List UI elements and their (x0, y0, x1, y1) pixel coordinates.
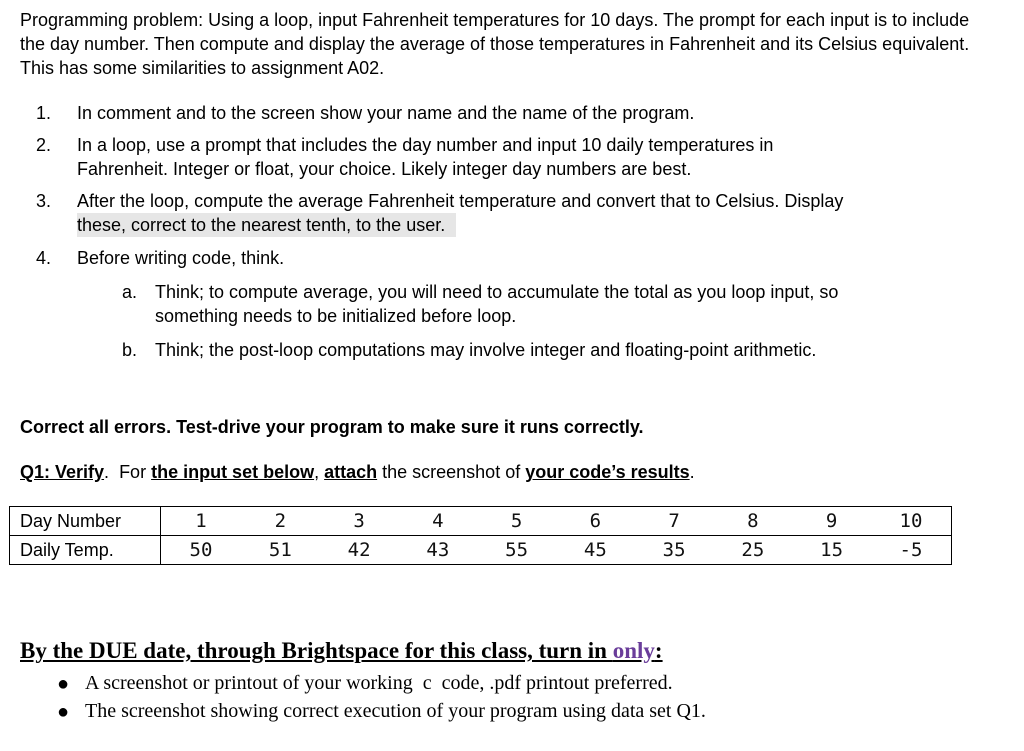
bullet-icon: ● (57, 673, 70, 695)
temp-cell: 45 (556, 536, 635, 565)
temp-cell: 55 (477, 536, 556, 565)
temp-cell: -5 (871, 536, 952, 565)
q1-instruction (20, 460, 695, 484)
day-cell: 9 (792, 507, 871, 536)
bullet-item: The screenshot showing correct execution of your program using data set Q1. (85, 700, 706, 722)
step-text-line1: In a loop, use a prompt that includes the day number and input 10 daily temperatures in (77, 135, 774, 155)
intro-paragraph: Programming problem: Using a loop, input Fahrenheit temperatures for 10 days. The prompt for each input is to include the day number. Then compute and display the average of those temperatures in Fahrenheit and its Celsius equivalent. This has some similarities to assignment A02. (20, 10, 970, 78)
bullet-item: A screenshot or printout of your working c code, .pdf printout preferred. (85, 672, 673, 694)
substep-text-line1: Think; to compute average, you will need to accumulate the total as you loop input, so (155, 282, 839, 302)
day-cell: 2 (241, 507, 320, 536)
step-number: 4. (36, 248, 52, 268)
temp-cell: 42 (320, 536, 399, 565)
temp-cell: 25 (713, 536, 792, 565)
day-cell: 1 (161, 507, 241, 536)
step-text-line2-highlighted: these, correct to the nearest tenth, to the user. (77, 213, 456, 237)
step-text: In comment and to the screen show your name and the name of the program. (77, 103, 695, 123)
day-cell: 4 (398, 507, 477, 536)
step-number: 1. (36, 103, 52, 123)
row-label-daily-temp: Daily Temp. (10, 536, 161, 565)
q1-dot: . (104, 462, 110, 482)
q1-comma: , (314, 462, 325, 482)
due-colon: : (654, 638, 663, 663)
temp-cell: 50 (161, 536, 241, 565)
temp-cell: 15 (792, 536, 871, 565)
due-heading (20, 638, 663, 664)
daily-temp-row (10, 536, 952, 565)
temp-cell: 51 (241, 536, 320, 565)
substep-text-line2: something needs to be initialized before loop. (155, 306, 517, 326)
day-cell: 5 (477, 507, 556, 536)
due-only: only (612, 638, 655, 663)
q1-end: . (689, 462, 695, 482)
step-text-line1: After the loop, compute the average Fahrenheit temperature and convert that to Celsius. Display (77, 191, 844, 211)
q1-for: For (109, 462, 152, 482)
due-text: By the DUE date, through Brightspace for this class, turn in (20, 638, 613, 663)
q1-label: Q1: Verify (20, 462, 105, 482)
day-cell: 7 (635, 507, 714, 536)
step-number: 2. (36, 135, 52, 155)
step-text: Before writing code, think. (77, 248, 285, 268)
q1-attach: attach (324, 462, 378, 482)
temp-cell: 43 (398, 536, 477, 565)
step-text-line2: Fahrenheit. Integer or float, your choice. Likely integer day numbers are best. (77, 159, 692, 179)
bullet-icon: ● (57, 701, 70, 723)
q1-results: your code’s results (525, 462, 690, 482)
day-number-row (10, 507, 952, 536)
correct-errors-instruction: Correct all errors. Test-drive your program to make sure it runs correctly. (20, 417, 644, 437)
substep-letter: b. (122, 340, 138, 360)
temp-cell: 35 (635, 536, 714, 565)
day-cell: 3 (320, 507, 399, 536)
q1-mid: the screenshot of (377, 462, 526, 482)
substep-letter: a. (122, 282, 138, 302)
day-cell: 6 (556, 507, 635, 536)
q1-input-set: the input set below (151, 462, 315, 482)
step-number: 3. (36, 191, 52, 211)
day-cell: 8 (713, 507, 792, 536)
input-data-table (9, 506, 952, 565)
row-label-day-number: Day Number (10, 507, 161, 536)
day-cell: 10 (871, 507, 952, 536)
substep-text: Think; the post-loop computations may involve integer and floating-point arithmetic. (155, 340, 817, 360)
